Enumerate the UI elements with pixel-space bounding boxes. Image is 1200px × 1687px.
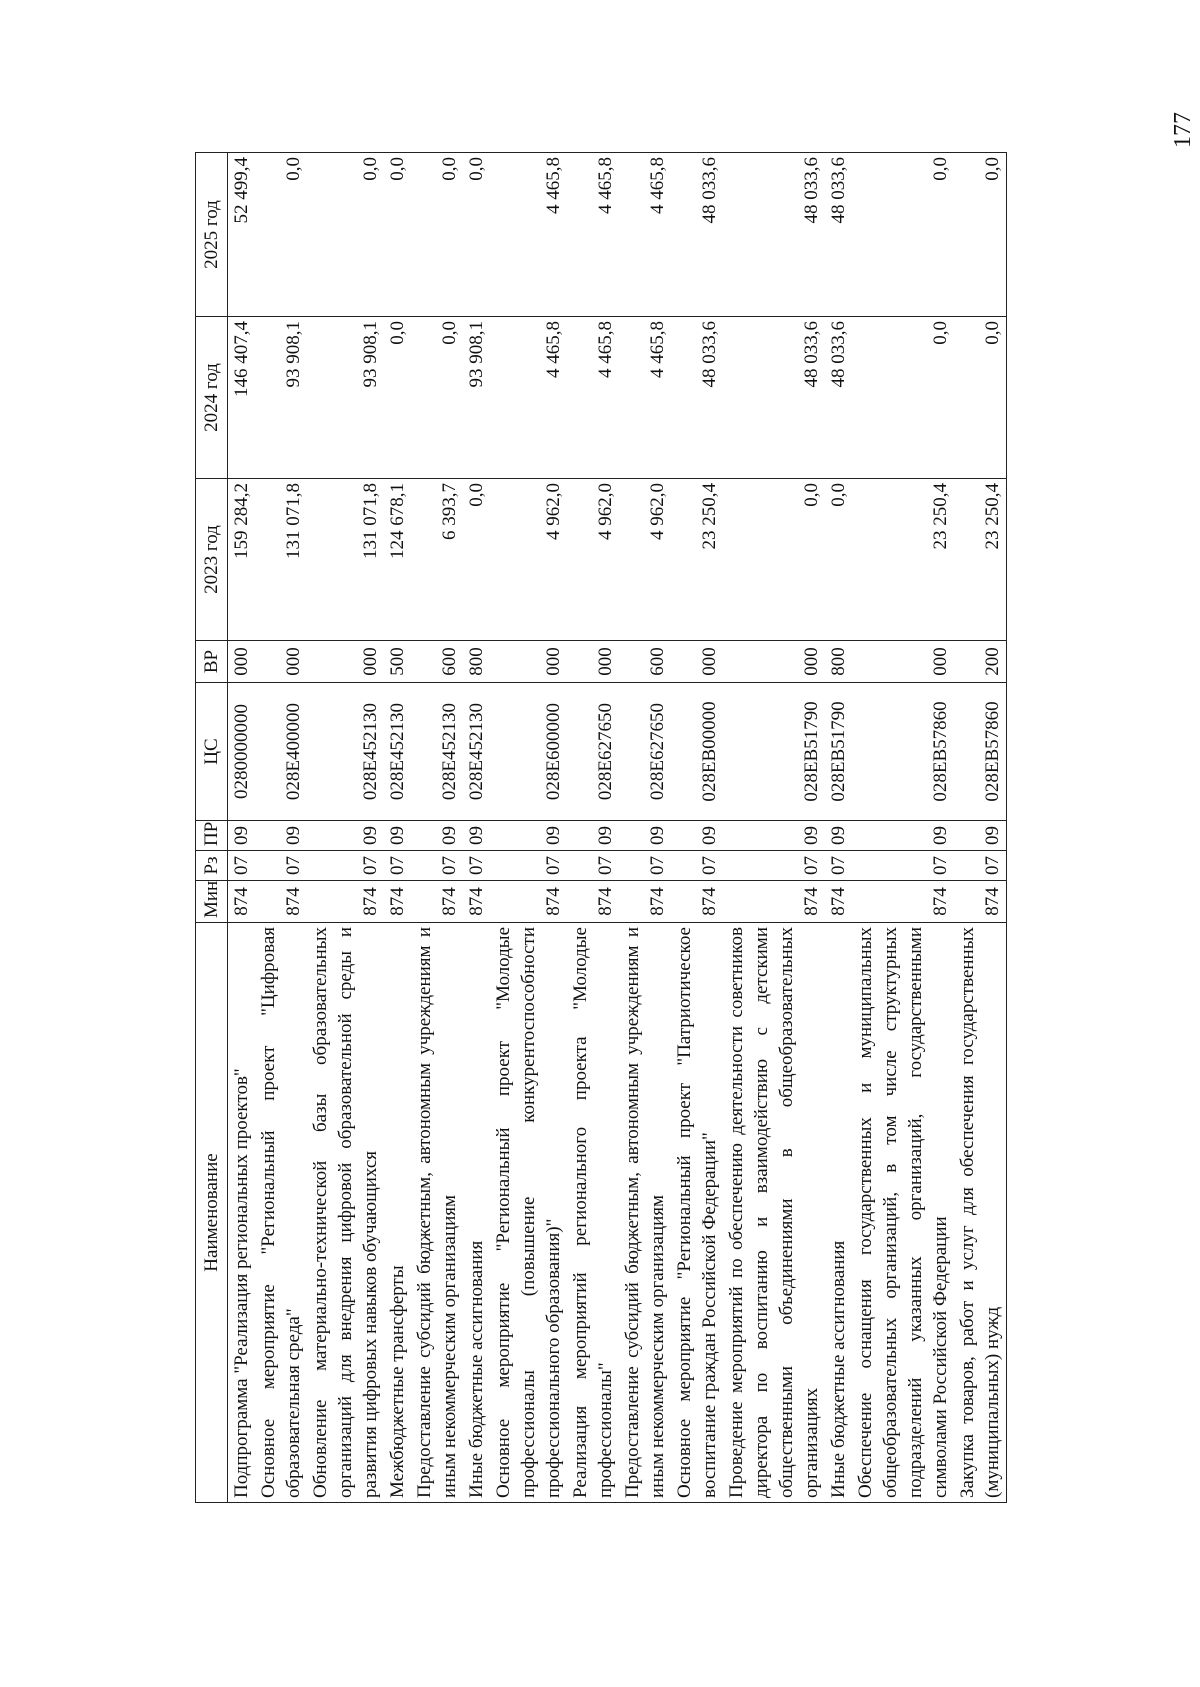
row-rz: 07: [852, 851, 954, 881]
row-rz: 07: [255, 851, 307, 881]
row-2025-value: 48 033,6: [825, 153, 852, 317]
row-cs: 028E452130: [411, 683, 463, 821]
row-name: Основное мероприятие "Региональный проект "Молодые профессионалы (повышение конкурентоспособности профессионального образования)": [490, 923, 567, 1503]
row-cs: 028EB57860: [852, 683, 954, 821]
row-2024-value: 93 908,1: [255, 317, 307, 479]
row-pr: 09: [852, 821, 954, 851]
row-rz: 07: [825, 851, 852, 881]
row-2025-value: 0,0: [255, 153, 307, 317]
row-cs: 028E452130: [463, 683, 490, 821]
row-2024-value: 93 908,1: [307, 317, 384, 479]
row-cs: 028E452130: [384, 683, 411, 821]
row-cs: 028E627650: [619, 683, 671, 821]
header-2023: 2023 год: [196, 479, 228, 641]
row-pr: 09: [255, 821, 307, 851]
row-min: 874: [255, 881, 307, 923]
row-vr: 800: [825, 641, 852, 683]
row-pr: 09: [463, 821, 490, 851]
budget-table-container: [195, 153, 1007, 1503]
table-row: [228, 153, 256, 1503]
row-2024-value: 48 033,6: [825, 317, 852, 479]
budget-table: [195, 152, 1007, 1503]
row-rz: 07: [228, 851, 256, 881]
header-cs: ЦС: [196, 683, 228, 821]
row-2025-value: 4 465,8: [619, 153, 671, 317]
row-name: Обеспечение оснащения государственных и муниципальных общеобразовательных организаций, в том числе структурных подразделений указанных организаций, государственными символами Российской Федерации: [852, 923, 954, 1503]
row-2025-value: 0,0: [852, 153, 954, 317]
row-vr: 600: [619, 641, 671, 683]
row-pr: 09: [567, 821, 619, 851]
table-row: [567, 153, 619, 1503]
row-name: Основное мероприятие "Региональный проект "Цифровая образовательная среда": [255, 923, 307, 1503]
row-vr: 800: [463, 641, 490, 683]
table-row: [255, 153, 307, 1503]
row-rz: 07: [567, 851, 619, 881]
row-vr: 000: [852, 641, 954, 683]
row-name: Иные бюджетные ассигнования: [463, 923, 490, 1503]
row-name: Реализация мероприятий регионального проекта "Молодые профессионалы": [567, 923, 619, 1503]
row-vr: 000: [723, 641, 825, 683]
row-rz: 07: [463, 851, 490, 881]
row-2024-value: 0,0: [954, 317, 1007, 479]
row-pr: 09: [228, 821, 256, 851]
row-vr: 000: [567, 641, 619, 683]
row-pr: 09: [723, 821, 825, 851]
row-rz: 07: [723, 851, 825, 881]
row-name: Закупка товаров, работ и услуг для обеспечения государственных (муниципальных) нужд: [954, 923, 1007, 1503]
row-2023-value: 131 071,8: [255, 479, 307, 641]
row-2024-value: 4 465,8: [490, 317, 567, 479]
row-min: 874: [825, 881, 852, 923]
row-2025-value: 0,0: [954, 153, 1007, 317]
table-row: [723, 153, 825, 1503]
row-min: 874: [490, 881, 567, 923]
row-cs: 028EB51790: [723, 683, 825, 821]
row-min: 874: [723, 881, 825, 923]
row-2023-value: 23 250,4: [852, 479, 954, 641]
header-2024: 2024 год: [196, 317, 228, 479]
row-pr: 09: [411, 821, 463, 851]
row-2023-value: 124 678,1: [384, 479, 411, 641]
header-min: Мин: [196, 881, 228, 923]
header-rz: Рз: [196, 851, 228, 881]
row-2023-value: 0,0: [723, 479, 825, 641]
row-cs: 028EB00000: [671, 683, 723, 821]
row-name: Основное мероприятие "Региональный проект "Патриотическое воспитание граждан Российской Федерации": [671, 923, 723, 1503]
row-2023-value: 4 962,0: [490, 479, 567, 641]
row-2023-value: 0,0: [825, 479, 852, 641]
table-header-row: [196, 153, 228, 1503]
row-2023-value: 159 284,2: [228, 479, 256, 641]
row-rz: 07: [619, 851, 671, 881]
row-vr: 200: [954, 641, 1007, 683]
row-2023-value: 4 962,0: [619, 479, 671, 641]
table-row: [852, 153, 954, 1503]
row-name: Обновление материально-технической базы образовательных организаций для внедрения цифровой образовательной среды и развития цифровых навыков обучающихся: [307, 923, 384, 1503]
row-min: 874: [384, 881, 411, 923]
row-2023-value: 23 250,4: [954, 479, 1007, 641]
row-2025-value: 0,0: [411, 153, 463, 317]
header-vr: ВР: [196, 641, 228, 683]
table-row: [463, 153, 490, 1503]
row-cs: 028E452130: [307, 683, 384, 821]
row-2025-value: 0,0: [307, 153, 384, 317]
row-vr: 000: [490, 641, 567, 683]
row-min: 874: [671, 881, 723, 923]
row-2024-value: 48 033,6: [723, 317, 825, 479]
row-2025-value: 4 465,8: [567, 153, 619, 317]
row-min: 874: [307, 881, 384, 923]
row-pr: 09: [619, 821, 671, 851]
row-cs: 0280000000: [228, 683, 256, 821]
row-2025-value: 4 465,8: [490, 153, 567, 317]
row-2024-value: 0,0: [411, 317, 463, 479]
row-cs: 028EB57860: [954, 683, 1007, 821]
row-2024-value: 93 908,1: [463, 317, 490, 479]
row-min: 874: [228, 881, 256, 923]
row-min: 874: [619, 881, 671, 923]
row-rz: 07: [307, 851, 384, 881]
table-row: [825, 153, 852, 1503]
row-2025-value: 0,0: [384, 153, 411, 317]
row-vr: 500: [384, 641, 411, 683]
row-vr: 000: [307, 641, 384, 683]
header-name: Наименование: [196, 923, 228, 1503]
row-2024-value: 4 465,8: [567, 317, 619, 479]
row-min: 874: [852, 881, 954, 923]
row-2023-value: 6 393,7: [411, 479, 463, 641]
table-body: [228, 153, 1007, 1503]
row-2025-value: 48 033,6: [671, 153, 723, 317]
row-2023-value: 23 250,4: [671, 479, 723, 641]
table-row: [411, 153, 463, 1503]
header-pr: ПР: [196, 821, 228, 851]
row-cs: 028E600000: [490, 683, 567, 821]
row-rz: 07: [671, 851, 723, 881]
row-name: Межбюджетные трансферты: [384, 923, 411, 1503]
row-name: Иные бюджетные ассигнования: [825, 923, 852, 1503]
row-pr: 09: [490, 821, 567, 851]
table-row: [671, 153, 723, 1503]
row-2024-value: 48 033,6: [671, 317, 723, 479]
row-pr: 09: [954, 821, 1007, 851]
row-min: 874: [567, 881, 619, 923]
row-2025-value: 52 499,4: [228, 153, 256, 317]
row-vr: 600: [411, 641, 463, 683]
row-min: 874: [411, 881, 463, 923]
row-rz: 07: [384, 851, 411, 881]
row-cs: 028E627650: [567, 683, 619, 821]
row-cs: 028E400000: [255, 683, 307, 821]
header-2025: 2025 год: [196, 153, 228, 317]
row-name: Предоставление субсидий бюджетным, автономным учреждениям и иным некоммерческим организациям: [619, 923, 671, 1503]
row-2023-value: 0,0: [463, 479, 490, 641]
row-2025-value: 48 033,6: [723, 153, 825, 317]
row-2024-value: 0,0: [852, 317, 954, 479]
table-row: [490, 153, 567, 1503]
page-number: 177: [1170, 112, 1196, 148]
row-2023-value: 131 071,8: [307, 479, 384, 641]
row-2024-value: 4 465,8: [619, 317, 671, 479]
row-pr: 09: [825, 821, 852, 851]
row-name: Предоставление субсидий бюджетным, автономным учреждениям и иным некоммерческим организациям: [411, 923, 463, 1503]
table-row: [619, 153, 671, 1503]
row-2025-value: 0,0: [463, 153, 490, 317]
row-2024-value: 146 407,4: [228, 317, 256, 479]
row-2024-value: 0,0: [384, 317, 411, 479]
row-min: 874: [954, 881, 1007, 923]
row-vr: 000: [671, 641, 723, 683]
row-name: Подпрограмма "Реализация региональных проектов": [228, 923, 256, 1503]
table-row: [384, 153, 411, 1503]
row-2023-value: 4 962,0: [567, 479, 619, 641]
row-rz: 07: [411, 851, 463, 881]
row-pr: 09: [671, 821, 723, 851]
table-row: [954, 153, 1007, 1503]
table-row: [307, 153, 384, 1503]
row-vr: 000: [228, 641, 256, 683]
row-cs: 028EB51790: [825, 683, 852, 821]
row-vr: 000: [255, 641, 307, 683]
row-name: Проведение мероприятий по обеспечению деятельности советников директора по воспитанию и взаимодействию с детскими общественными объединениями в общеобразовательных организациях: [723, 923, 825, 1503]
row-rz: 07: [490, 851, 567, 881]
row-rz: 07: [954, 851, 1007, 881]
row-pr: 09: [384, 821, 411, 851]
row-min: 874: [463, 881, 490, 923]
row-pr: 09: [307, 821, 384, 851]
